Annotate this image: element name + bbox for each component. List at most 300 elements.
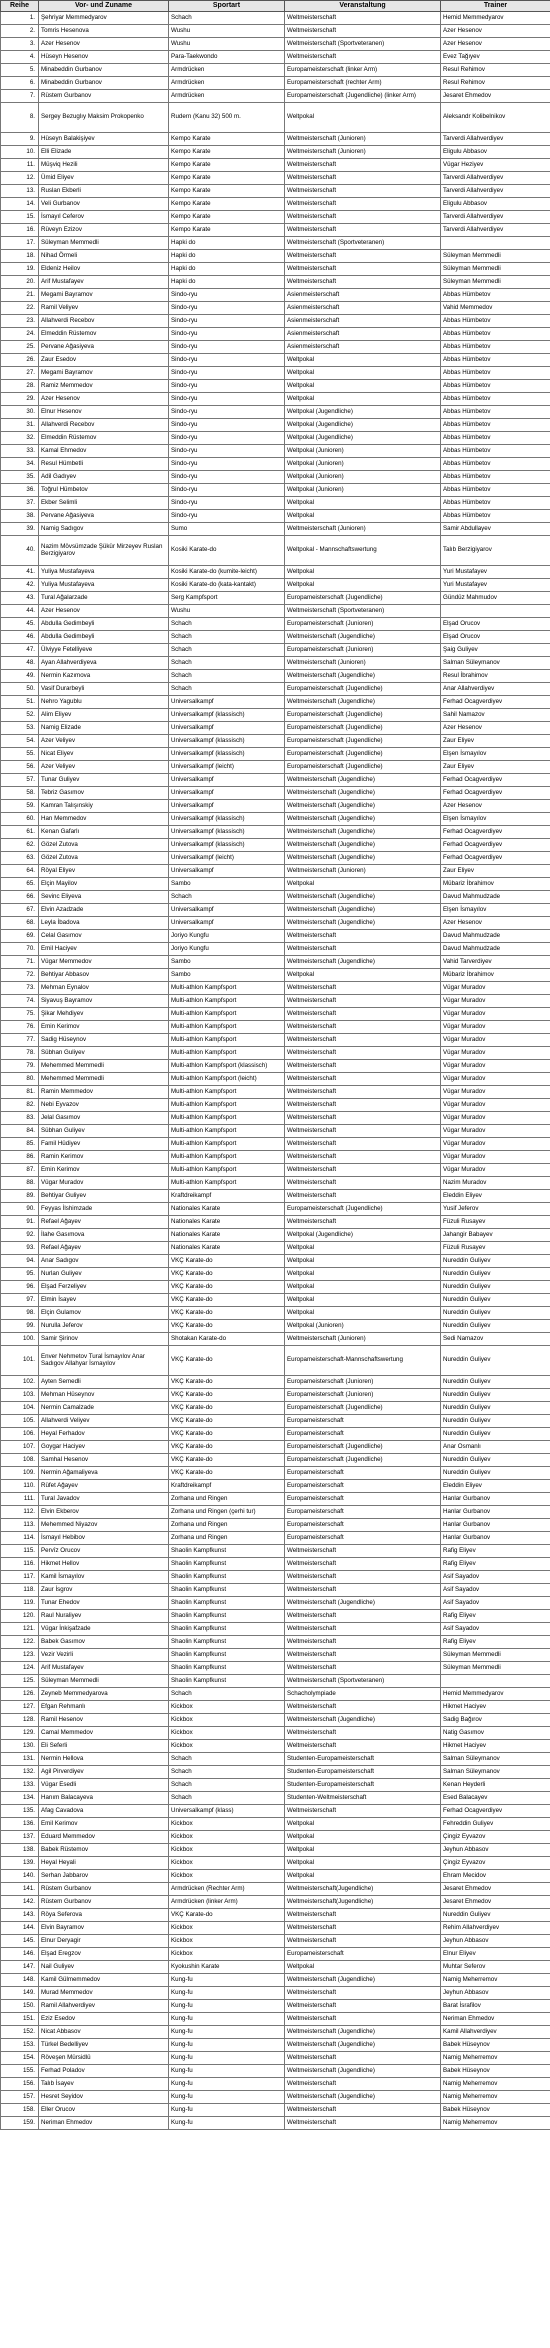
table-row [1, 1701, 550, 1714]
sport: Schach [169, 644, 285, 657]
athlete-name: Ekber Selimli [39, 497, 169, 510]
table-row [1, 1190, 550, 1203]
athlete-name: Elçin Gulamov [39, 1307, 169, 1320]
sport: Zorhana und Ringen (çerhi tur) [169, 1506, 285, 1519]
athlete-name: Elli Elizade [39, 146, 169, 159]
athlete-name: Ramil Hesenov [39, 1714, 169, 1727]
sport: Sindo-ryu [169, 510, 285, 523]
trainer: Vügar Muradov [441, 1099, 550, 1112]
row-number: 40. [1, 536, 39, 566]
table-row [1, 1203, 550, 1216]
table-row [1, 2026, 550, 2039]
sport: Shaolin Kampfkunst [169, 1545, 285, 1558]
event: Weltmeisterschaft (Junioren) [285, 523, 441, 536]
sport: VKÇ Karate-do [169, 1402, 285, 1415]
event: Weltpokal [285, 367, 441, 380]
trainer: Eligulu Abbasov [441, 198, 550, 211]
sport: Sindo-ryu [169, 302, 285, 315]
sport: Universalkampf [169, 917, 285, 930]
sport: Kempo Karate [169, 185, 285, 198]
trainer: Kamil Allahverdiyev [441, 2026, 550, 2039]
sport: Universalkampf (klassisch) [169, 826, 285, 839]
athlete-name: Babek Rüstemov [39, 1844, 169, 1857]
event: Weltpokal (Junioren) [285, 471, 441, 484]
event: Weltmeisterschaft [285, 995, 441, 1008]
sport: VKÇ Karate-do [169, 1281, 285, 1294]
row-number: 42. [1, 579, 39, 592]
table-row [1, 813, 550, 826]
trainer: Hemid Memmedyarov [441, 1688, 550, 1701]
sport: Kempo Karate [169, 159, 285, 172]
event: Studenten-Europameisterschaft [285, 1766, 441, 1779]
row-number: 148. [1, 1974, 39, 1987]
table-row [1, 787, 550, 800]
event: Weltmeisterschaft (Jugendliche) [285, 670, 441, 683]
row-number: 127. [1, 1701, 39, 1714]
table-row [1, 1519, 550, 1532]
row-number: 132. [1, 1766, 39, 1779]
row-number: 44. [1, 605, 39, 618]
table-row [1, 1268, 550, 1281]
sport: Universalkampf (klassisch) [169, 735, 285, 748]
row-number: 82. [1, 1099, 39, 1112]
row-number: 101. [1, 1346, 39, 1376]
row-number: 100. [1, 1333, 39, 1346]
event: Weltpokal [285, 1268, 441, 1281]
trainer: Abbas Hümbetov [441, 471, 550, 484]
athlete-name: Azer Hesenov [39, 393, 169, 406]
sport: Multi-athlon Kampfsport [169, 1086, 285, 1099]
trainer: Ferhad Ocagverdiyev [441, 696, 550, 709]
athlete-name: Ruslan Ekberli [39, 185, 169, 198]
sport: Serg Kampfsport [169, 592, 285, 605]
event: Weltpokal [285, 1242, 441, 1255]
event: Europameisterschaft (Jugendliche) [285, 1203, 441, 1216]
trainer: Ferhad Ocagverdiyev [441, 839, 550, 852]
athlete-name: Agil Pirverdiyev [39, 1766, 169, 1779]
athlete-name: Kenan Gafarlı [39, 826, 169, 839]
row-number: 109. [1, 1467, 39, 1480]
athlete-name: Kamal Ehmedov [39, 445, 169, 458]
table-row [1, 1818, 550, 1831]
event: Weltpokal [285, 497, 441, 510]
row-number: 154. [1, 2052, 39, 2065]
trainer: Anar Osmanlı [441, 1441, 550, 1454]
table-row [1, 1974, 550, 1987]
athlete-name: Eli Seferli [39, 1740, 169, 1753]
table-row [1, 1766, 550, 1779]
sport: Multi-athlon Kampfsport (klassisch) [169, 1060, 285, 1073]
sport: VKÇ Karate-do [169, 1909, 285, 1922]
trainer: Şaig Guliyev [441, 644, 550, 657]
table-row [1, 826, 550, 839]
row-number: 69. [1, 930, 39, 943]
trainer: Süleyman Memmedli [441, 1649, 550, 1662]
event: Weltmeisterschaft (Junioren) [285, 865, 441, 878]
trainer: Asif Sayadov [441, 1623, 550, 1636]
trainer: Vügar Heziyev [441, 159, 550, 172]
trainer: Azer Hesenov [441, 917, 550, 930]
table-row [1, 1389, 550, 1402]
table-row [1, 1229, 550, 1242]
table-row [1, 51, 550, 64]
row-number: 125. [1, 1675, 39, 1688]
trainer: Eleddin Eliyev [441, 1480, 550, 1493]
trainer: Talıb Berzigiyarov [441, 536, 550, 566]
row-number: 19. [1, 263, 39, 276]
event: Weltmeisterschaft [285, 211, 441, 224]
table-row [1, 1714, 550, 1727]
row-number: 111. [1, 1493, 39, 1506]
sport: Zorhana und Ringen [169, 1532, 285, 1545]
trainer: Neriman Ehmedov [441, 2013, 550, 2026]
sport: Kickbox [169, 1935, 285, 1948]
row-number: 137. [1, 1831, 39, 1844]
sport: Sumo [169, 523, 285, 536]
sport: Rudern (Kanu 32) 500 m. [169, 103, 285, 133]
trainer: Salman Süleymanov [441, 657, 550, 670]
table-row [1, 956, 550, 969]
sport: Sindo-ryu [169, 406, 285, 419]
event: Weltmeisterschaft [285, 172, 441, 185]
event: Weltmeisterschaft [285, 1086, 441, 1099]
athlete-name: Talıb İsayev [39, 2078, 169, 2091]
row-number: 76. [1, 1021, 39, 1034]
sport: Hapki do [169, 250, 285, 263]
table-row [1, 2078, 550, 2091]
athlete-name: Rüstem Gurbanov [39, 1883, 169, 1896]
sport: Kempo Karate [169, 211, 285, 224]
trainer: Ferhad Ocagverdiyev [441, 826, 550, 839]
trainer: Vügar Muradov [441, 995, 550, 1008]
event: Weltpokal (Junioren) [285, 445, 441, 458]
athlete-name: Yuliya Mustafayeva [39, 566, 169, 579]
event: Weltmeisterschaft [285, 1636, 441, 1649]
table-row [1, 1649, 550, 1662]
table-row [1, 263, 550, 276]
event: Weltmeisterschaft (Jugendliche) [285, 800, 441, 813]
table-row [1, 748, 550, 761]
table-row [1, 1242, 550, 1255]
table-row [1, 1428, 550, 1441]
event: Weltmeisterschaft [285, 1164, 441, 1177]
athlete-name: Rüstem Gurbanov [39, 1896, 169, 1909]
trainer: Abbas Hümbetov [441, 367, 550, 380]
sport: Schach [169, 891, 285, 904]
athlete-name: Elşad Eregzov [39, 1948, 169, 1961]
table-row [1, 1831, 550, 1844]
trainer: Vügar Muradov [441, 1138, 550, 1151]
trainer: Sedi Namazov [441, 1333, 550, 1346]
row-number: 131. [1, 1753, 39, 1766]
event: Weltmeisterschaft [285, 1909, 441, 1922]
table-row [1, 852, 550, 865]
sport: Shaolin Kampfkunst [169, 1623, 285, 1636]
sport: Multi-athlon Kampfsport [169, 1021, 285, 1034]
table-row [1, 2104, 550, 2117]
table-row [1, 367, 550, 380]
row-number: 146. [1, 1948, 39, 1961]
event: Weltmeisterschaft (Jugendliche) [285, 826, 441, 839]
athlete-name: Mehman Eynalov [39, 982, 169, 995]
trainer: Vügar Muradov [441, 982, 550, 995]
trainer: Hanlar Gurbanov [441, 1493, 550, 1506]
event: Weltmeisterschaft (Sportveteranen) [285, 38, 441, 51]
table-row [1, 1623, 550, 1636]
event: Weltpokal [285, 1844, 441, 1857]
athlete-name: Kamran Talışınskiy [39, 800, 169, 813]
event: Weltmeisterschaft (Junioren) [285, 146, 441, 159]
table-row [1, 1112, 550, 1125]
trainer: Jeyhun Abbasov [441, 1987, 550, 2000]
athlete-name: Şehriyar Memmedyarov [39, 12, 169, 25]
athlete-name: Camal Memmedov [39, 1727, 169, 1740]
row-number: 155. [1, 2065, 39, 2078]
trainer: Nureddin Guliyev [441, 1307, 550, 1320]
sport: Kosiki Karate-do (kata-kantakt) [169, 579, 285, 592]
sport: Schach [169, 1779, 285, 1792]
sport: Armdrücken (linker Arm) [169, 1896, 285, 1909]
event: Weltmeisterschaft (Junioren) [285, 657, 441, 670]
event: Weltmeisterschaft [285, 1623, 441, 1636]
athlete-name: Rüfet Ağayev [39, 1480, 169, 1493]
table-row [1, 1255, 550, 1268]
event: Europameisterschaft (Jugendliche) [285, 1402, 441, 1415]
table-row [1, 579, 550, 592]
athlete-name: Siyavuş Bayramov [39, 995, 169, 1008]
event: Weltpokal (Jugendliche) [285, 432, 441, 445]
trainer: Nureddin Guliyev [441, 1294, 550, 1307]
row-number: 85. [1, 1138, 39, 1151]
trainer: Resul Rehimov [441, 77, 550, 90]
sport: Nationales Karate [169, 1242, 285, 1255]
row-number: 134. [1, 1792, 39, 1805]
trainer: Namig Meherremov [441, 2117, 550, 2130]
athlete-name: Röya Seferova [39, 1909, 169, 1922]
trainer: Abbas Hümbetov [441, 315, 550, 328]
event: Europameisterschaft (Junioren) [285, 1389, 441, 1402]
athlete-name: Sevinc Eliyeva [39, 891, 169, 904]
trainer: Çingiz Eyvazov [441, 1857, 550, 1870]
table-row [1, 419, 550, 432]
trainer: Nureddin Guliyev [441, 1320, 550, 1333]
row-number: 64. [1, 865, 39, 878]
table-row [1, 865, 550, 878]
table-row [1, 1961, 550, 1974]
event: Europameisterschaft (rechter Arm) [285, 77, 441, 90]
athlete-name: Afag Cavadova [39, 1805, 169, 1818]
trainer: Abbas Hümbetov [441, 497, 550, 510]
event: Weltmeisterschaft [285, 1112, 441, 1125]
trainer: Hanlar Gurbanov [441, 1506, 550, 1519]
sport: Sindo-ryu [169, 380, 285, 393]
athlete-name: Hesret Seyidov [39, 2091, 169, 2104]
event: Weltmeisterschaft(Jugendliche) [285, 1883, 441, 1896]
sport: Shaolin Kampfkunst [169, 1597, 285, 1610]
row-number: 52. [1, 709, 39, 722]
event: Weltmeisterschaft [285, 2013, 441, 2026]
sport: VKÇ Karate-do [169, 1441, 285, 1454]
sport: Shaolin Kampfkunst [169, 1610, 285, 1623]
athlete-name: Allahverdi Recebov [39, 315, 169, 328]
trainer: Abbas Hümbetov [441, 289, 550, 302]
table-row [1, 1571, 550, 1584]
athlete-name: Heyal Heyali [39, 1857, 169, 1870]
athlete-name: Babek Gasımov [39, 1636, 169, 1649]
trainer: Abbas Hümbetov [441, 341, 550, 354]
athlete-name: Pervane Ağasiyeva [39, 341, 169, 354]
trainer: Jesaret Ehmedov [441, 1883, 550, 1896]
athlete-name: Zaur Esedov [39, 354, 169, 367]
trainer: Rafig Eliyev [441, 1636, 550, 1649]
event: Weltmeisterschaft [285, 1935, 441, 1948]
table-row [1, 1610, 550, 1623]
athlete-name: Mehemmed Niyazov [39, 1519, 169, 1532]
table-row [1, 1727, 550, 1740]
row-number: 95. [1, 1268, 39, 1281]
row-number: 135. [1, 1805, 39, 1818]
sport: Universalkampf [169, 696, 285, 709]
sport: Wushu [169, 38, 285, 51]
row-number: 140. [1, 1870, 39, 1883]
sport: Wushu [169, 25, 285, 38]
row-number: 14. [1, 198, 39, 211]
event: Asienmeisterschaft [285, 341, 441, 354]
athlete-name: Gözel Zutova [39, 852, 169, 865]
table-row [1, 159, 550, 172]
trainer: Nureddin Guliyev [441, 1402, 550, 1415]
sport: Para-Taekwondo [169, 51, 285, 64]
event: Asienmeisterschaft [285, 315, 441, 328]
athlete-name: Nurulla Jeferov [39, 1320, 169, 1333]
sport: Schach [169, 631, 285, 644]
table-row [1, 1060, 550, 1073]
athlete-name: Celal Gasımov [39, 930, 169, 943]
trainer: Rafig Eliyev [441, 1558, 550, 1571]
table-row [1, 445, 550, 458]
athlete-name: Elnur Deryagir [39, 1935, 169, 1948]
trainer: Elşen İsmayılov [441, 904, 550, 917]
trainer: Süleyman Memmedli [441, 250, 550, 263]
athlete-name: Hüseyn Balakişiyev [39, 133, 169, 146]
athlete-name: Goygar Haciyev [39, 1441, 169, 1454]
sport: Kickbox [169, 1870, 285, 1883]
event: Weltpokal [285, 510, 441, 523]
table-row [1, 930, 550, 943]
event: Weltmeisterschaft [285, 1545, 441, 1558]
table-row [1, 1138, 550, 1151]
event: Weltpokal [285, 1255, 441, 1268]
sport: Universalkampf [169, 865, 285, 878]
table-row [1, 1376, 550, 1389]
row-number: 116. [1, 1558, 39, 1571]
header-row [1, 1, 550, 12]
sport: Wushu [169, 605, 285, 618]
event: Europameisterschaft (Jugendliche) [285, 722, 441, 735]
sport: Kickbox [169, 1714, 285, 1727]
row-number: 55. [1, 748, 39, 761]
event: Weltmeisterschaft (Jugendliche) [285, 1974, 441, 1987]
sport: Sambo [169, 956, 285, 969]
sport: Schach [169, 683, 285, 696]
trainer: Babek Hüseynov [441, 2065, 550, 2078]
table-row [1, 1467, 550, 1480]
trainer: Davud Mahmudzade [441, 943, 550, 956]
athlete-name: Ayan Allahverdiyeva [39, 657, 169, 670]
athlete-name: Ramil Allahverdiyev [39, 2000, 169, 2013]
sport: Universalkampf (klassisch) [169, 839, 285, 852]
table-row [1, 1909, 550, 1922]
row-number: 58. [1, 787, 39, 800]
table-row [1, 484, 550, 497]
athlete-name: Vügar Memmedov [39, 956, 169, 969]
row-number: 41. [1, 566, 39, 579]
athlete-name: Yuliya Mustafayeva [39, 579, 169, 592]
table-row [1, 64, 550, 77]
trainer: Hanlar Gurbanov [441, 1519, 550, 1532]
trainer: Eleddin Eliyev [441, 1190, 550, 1203]
table-row [1, 1935, 550, 1948]
sport: Sindo-ryu [169, 419, 285, 432]
sport: Kung-fu [169, 2000, 285, 2013]
athlete-name: Elmeddin Rüstemov [39, 328, 169, 341]
event: Weltmeisterschaft (Sportveteranen) [285, 605, 441, 618]
event: Weltmeisterschaft [285, 1060, 441, 1073]
trainer: Yuri Mustafayev [441, 579, 550, 592]
athlete-name: Elvin Azadzade [39, 904, 169, 917]
event: Weltmeisterschaft (Jugendliche) [285, 2091, 441, 2104]
event: Weltmeisterschaft [285, 930, 441, 943]
trainer: Hikmet Haciyev [441, 1701, 550, 1714]
athlete-name: İsmayıl Hebibov [39, 1532, 169, 1545]
sport: Multi-athlon Kampfsport [169, 1034, 285, 1047]
row-number: 121. [1, 1623, 39, 1636]
sport: Universalkampf [169, 774, 285, 787]
sport: VKÇ Karate-do [169, 1268, 285, 1281]
row-number: 38. [1, 510, 39, 523]
row-number: 113. [1, 1519, 39, 1532]
trainer: Ferhad Ocagverdiyev [441, 852, 550, 865]
row-number: 147. [1, 1961, 39, 1974]
row-number: 117. [1, 1571, 39, 1584]
event: Weltmeisterschaft [285, 1138, 441, 1151]
table-row [1, 904, 550, 917]
trainer: Vügar Muradov [441, 1086, 550, 1099]
trainer: Vügar Muradov [441, 1021, 550, 1034]
row-number: 118. [1, 1584, 39, 1597]
event: Europameisterschaft (Jugendliche) [285, 592, 441, 605]
event: Weltmeisterschaft [285, 2052, 441, 2065]
table-row [1, 618, 550, 631]
sport: Sindo-ryu [169, 367, 285, 380]
table-row [1, 2065, 550, 2078]
header-reihe: Reihe [1, 1, 39, 12]
athlete-name: Vügar Esedli [39, 1779, 169, 1792]
sport: Kempo Karate [169, 198, 285, 211]
row-number: 18. [1, 250, 39, 263]
event: Weltmeisterschaft (Jugendliche) [285, 2039, 441, 2052]
athlete-name: Röyal Eliyev [39, 865, 169, 878]
table-row [1, 354, 550, 367]
athlete-name: Allahverdi Recebov [39, 419, 169, 432]
row-number: 105. [1, 1415, 39, 1428]
athlete-name: Mehemmed Memmedli [39, 1073, 169, 1086]
row-number: 152. [1, 2026, 39, 2039]
header-trainer: Trainer [441, 1, 550, 12]
event: Weltmeisterschaft [285, 1662, 441, 1675]
athlete-name: Elçin Mayilov [39, 878, 169, 891]
row-number: 128. [1, 1714, 39, 1727]
